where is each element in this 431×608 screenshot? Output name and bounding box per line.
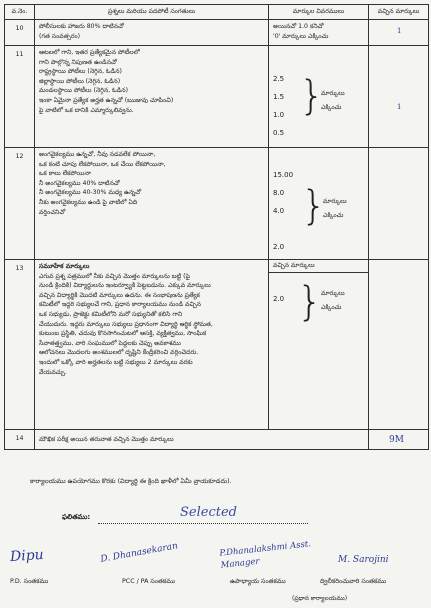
result-line bbox=[98, 523, 308, 524]
assessment-table bbox=[4, 4, 429, 450]
description-line: ఇందులో ఒక్కో వారి అర్హతలను బట్టి సభ్యులు 2 మార్కులు వరకు bbox=[39, 359, 193, 367]
marks-detail bbox=[269, 20, 369, 46]
description-line: మౌఖిక పరీక్ష అయిన తరువాత వచ్చిన మొత్తం మార్కులు bbox=[39, 436, 174, 443]
section-heading: సమూహేక మార్కులు bbox=[39, 263, 90, 270]
signature-teacher: P.Dhanalakshmi Asst. Manager bbox=[219, 539, 312, 571]
table-row bbox=[5, 148, 429, 260]
marks-detail bbox=[269, 46, 369, 148]
description-line: పై వాటిలో ఒక దానికి ఎమ్మార్కులివ్వను. bbox=[39, 106, 134, 114]
row-description bbox=[35, 430, 369, 450]
description-line: నీకు అంగవైకల్యము ఉండి పై వాటిలో ఏది bbox=[39, 199, 138, 207]
signature-pd: Dipu bbox=[9, 546, 45, 566]
result-label: ఫలితము: bbox=[62, 513, 91, 521]
description-line: జిల్లాస్థాయి పోటీలు (నెగ్గిన, ఓడిన) bbox=[39, 77, 121, 85]
score-value: 2.5 bbox=[273, 75, 285, 83]
score-value: 0.5 bbox=[273, 129, 285, 137]
description-line: ఎగువ ప్రశ్న పత్రములో నీకు వచ్చిన మొత్తం మార్కులను బట్టి (పై bbox=[39, 272, 190, 280]
score-value: 8.0 bbox=[273, 189, 285, 197]
description-line: ఇంకా ఏమైనా ప్రత్యేక అర్హత ఉన్నచో (ఋజువు చూపించి) bbox=[39, 97, 174, 105]
marks-label: ఎక్కించు bbox=[323, 212, 344, 219]
signature-label: P.D. సంతకము bbox=[10, 578, 49, 585]
score-value: 15.00 bbox=[273, 171, 294, 179]
description-line: నుండి క్రిందికి) విద్యార్థులను ఇంటర్వ్యూకి పెట్టబడును. ఎక్కువ మార్కులు bbox=[39, 282, 211, 290]
description-line: వేయవచ్చు. bbox=[39, 368, 67, 376]
description-line: సేవాతత్త్వము, వారి సంఘములో పెద్దలకు చెప్పు అవకాశము bbox=[39, 339, 181, 347]
description-line: వర్తించనిచో bbox=[39, 208, 66, 216]
marks-label: మార్కులు bbox=[323, 198, 347, 205]
result-value: Selected bbox=[180, 505, 237, 520]
description-line: (గత సంవత్సరం) bbox=[39, 32, 81, 40]
row-number: 10 bbox=[5, 20, 35, 46]
marks-detail bbox=[269, 260, 369, 430]
description-line: కమిటీలో ఇద్దరి సభ్యులచే గాని, ప్రధాన కార్యాలయము నుండి వచ్చిన bbox=[39, 301, 201, 309]
description-line: మండలస్థాయి పోటీలు (నెగ్గిన, ఓడిన) bbox=[39, 87, 129, 95]
awarded-mark: 1 bbox=[397, 103, 402, 111]
row-description bbox=[35, 260, 269, 430]
marks-awarded-cell bbox=[369, 148, 429, 260]
marks-label: ఎక్కించు bbox=[321, 304, 342, 311]
score-value: 2.0 bbox=[273, 243, 285, 251]
row-description bbox=[35, 148, 269, 260]
marks-awarded-cell bbox=[369, 430, 429, 450]
description-line: అంగవైకల్యము ఉన్నచో, నీవు నడవలేక పోయినా, bbox=[39, 151, 156, 158]
description-line: ఆటలలో గాని, ఇతర ప్రత్యేకమైన పోటీలలో bbox=[39, 49, 140, 56]
marks-detail bbox=[269, 148, 369, 260]
header-marks-detail: మార్కుల వివరములు bbox=[269, 5, 369, 20]
description-line: గాని పాల్గొన్న నిపుణత ఉండినచో bbox=[39, 58, 117, 66]
marks-awarded-cell bbox=[369, 46, 429, 148]
marks-label: మార్కులు bbox=[321, 290, 345, 297]
office-use-note: కార్యాలయము ఉపయోగము కొరకు (విద్యార్థి ఈ క్రింది ఖాళీలో ఏమీ వ్రాయకూడదు). bbox=[30, 478, 232, 485]
marks-awarded-cell bbox=[369, 20, 429, 46]
description-line: కుటుంబ ప్రస్థితి, చదువు కొనసాగించుటలో ఆసక్తి, వ్యక్తిత్వము, సాంఘిక bbox=[39, 330, 207, 338]
row-description bbox=[35, 20, 269, 46]
marks-awarded-cell bbox=[369, 260, 429, 430]
marks-label: మార్కులు bbox=[321, 90, 345, 97]
description-line: నీ అంగవైకల్యము 40-30% మధ్య ఉన్నచో bbox=[39, 189, 142, 197]
detail-line: '0' మార్కులు ఎక్కించు bbox=[273, 32, 329, 40]
row-number: 12 bbox=[5, 148, 35, 260]
score-value: 2.0 bbox=[273, 295, 285, 303]
table-row bbox=[5, 260, 429, 430]
row-number: 11 bbox=[5, 46, 35, 148]
table-row bbox=[5, 46, 429, 148]
brace-symbol: } bbox=[301, 183, 327, 229]
description-line: ఒక కాలు లేకపోయినా bbox=[39, 170, 91, 178]
office-note: (ప్రధాన కార్యాలయము) bbox=[292, 595, 348, 602]
header-marks-awarded: వచ్చిన మార్కులు bbox=[369, 5, 429, 20]
signature-label: ఉపాధ్యాయ సంతకము bbox=[230, 578, 286, 585]
signature-pcc: D. Dhanasekaran bbox=[99, 541, 179, 565]
detail-heading: వచ్చిన మార్కులు bbox=[269, 260, 368, 273]
awarded-mark: 9M bbox=[389, 435, 404, 445]
row-description bbox=[35, 46, 269, 148]
description-line: రాష్ట్రస్థాయి పోటీలు (నెగ్గిన, ఓడిన) bbox=[39, 68, 122, 76]
description-line: ఆలోచనలు మొదలగు అంశములలో దృష్టిని కేంద్రీకరించి వర్గించెదరు. bbox=[39, 349, 199, 357]
score-value: 1.5 bbox=[273, 93, 285, 101]
description-line: ఒక కంటి చూపు లేకపోయినా, ఒక చేయి లేకపోయినా, bbox=[39, 160, 166, 168]
table-row bbox=[5, 430, 429, 450]
header-sno: వ.నెం. bbox=[5, 5, 35, 20]
signature-verifier: M. Sarojini bbox=[338, 555, 389, 565]
row-number: 14 bbox=[5, 430, 35, 450]
signature-label: ద్విలీకరించువారి సంతకము bbox=[320, 578, 387, 585]
description-line: పోలీసులకు హాజరు 80% దాటినచో bbox=[39, 23, 124, 30]
description-line: ఒక సభ్యుడు, ప్రాజెక్టు కమిటీలోని మరో సభ్యునితో కలిసి గాని bbox=[39, 311, 183, 319]
awarded-mark: 1 bbox=[397, 27, 402, 35]
marks-label: ఎక్కించు bbox=[321, 104, 342, 111]
description-line: నీ అంగవైకల్యము 40% దాటినచో bbox=[39, 179, 120, 187]
signature-label: PCC / PA సంతకము bbox=[122, 578, 176, 585]
brace-symbol: } bbox=[297, 279, 323, 325]
table-header-row bbox=[5, 5, 429, 20]
row-number: 13 bbox=[5, 260, 35, 430]
detail-line: అయినచో 1.0 కనిచో bbox=[273, 23, 324, 30]
table-row bbox=[5, 20, 429, 46]
score-value: 1.0 bbox=[273, 111, 285, 119]
header-description: ప్రశ్నలు మరియు పదపోటీ సంగతులు bbox=[35, 5, 269, 20]
description-line: వచ్చిన విద్యార్థికి మొదటి మార్కులు ఉదను. ఈ సంభాషణను ప్రత్యేక bbox=[39, 291, 200, 299]
description-line: చేయుదురు. ఇద్దరు మార్కులు సభ్యులు ప్రధానంగా విద్యార్థి ఆర్థిక స్థోమత, bbox=[39, 320, 213, 328]
brace-symbol: } bbox=[299, 73, 325, 119]
score-value: 4.0 bbox=[273, 207, 285, 215]
